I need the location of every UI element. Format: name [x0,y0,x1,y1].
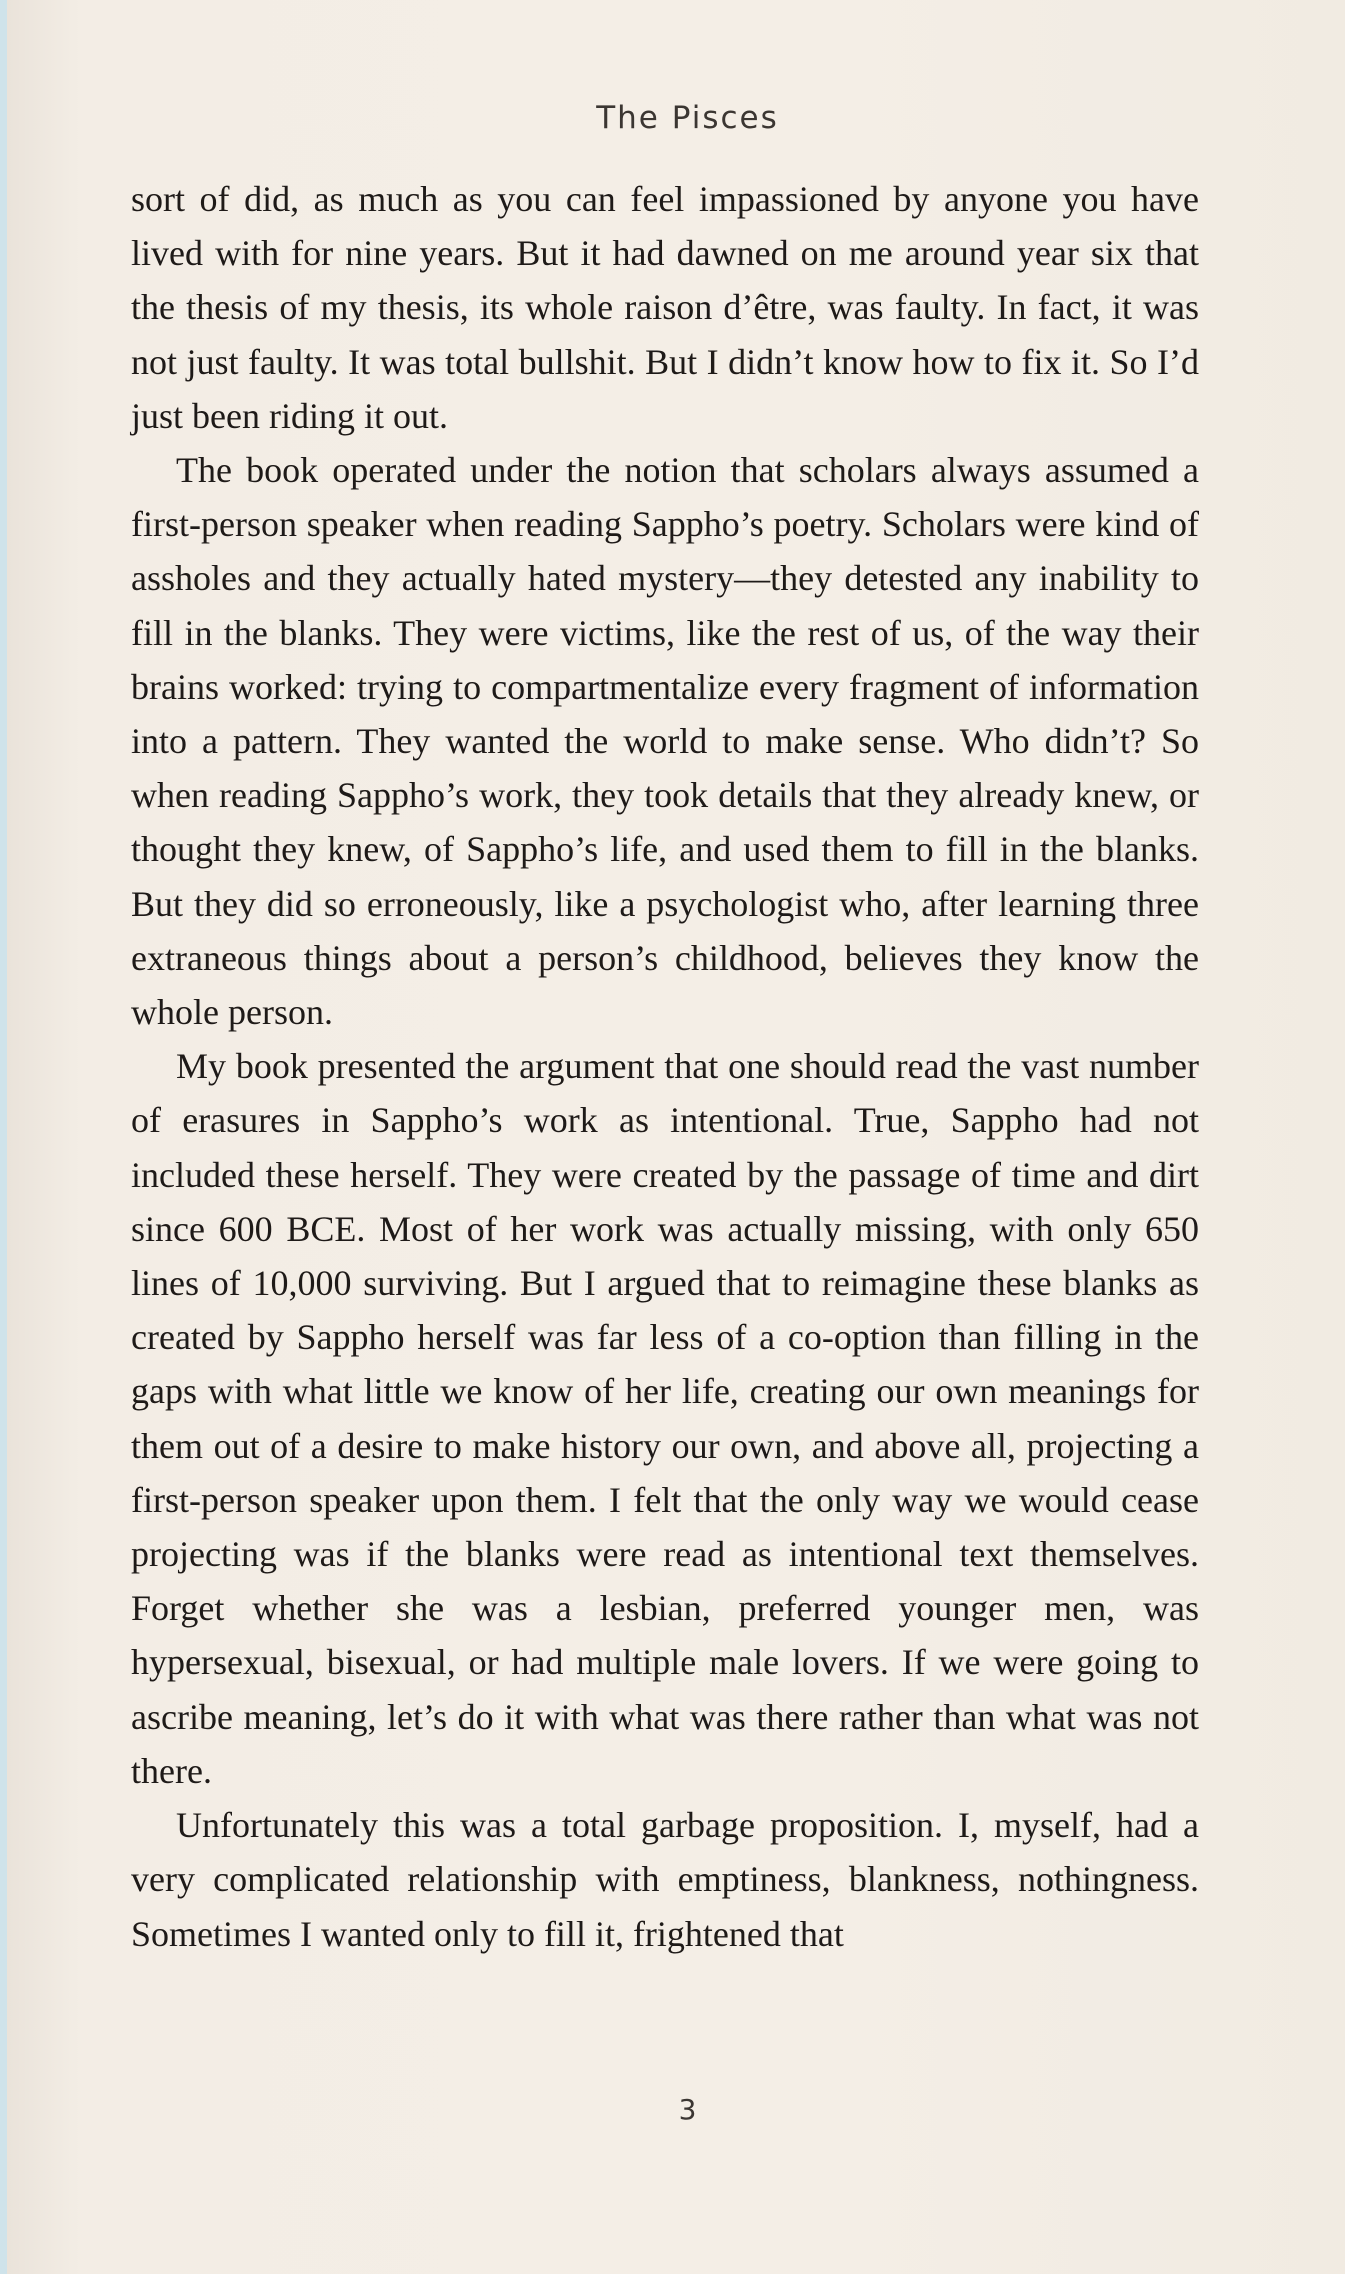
paragraph: My book presented the argument that one should read the vast number of erasures in Sappho’s work as intentional. True, Sappho had not included these herself. They were created by the passage of time and dirt since 600 BCE. Most of her work was actually missing, with only 650 lines of 10,000 surviving. But I argued that to reimagine these blanks as created by Sappho herself was far less of a co-option than filling in the gaps with what little we know of her life, creating our own meanings for them out of a desire to make history our own, and above all, projecting a first-person speaker upon them. I felt that the only way we would cease projecting was if the blanks were read as intentional text themselves. Forget whether she was a lesbian, preferred younger men, was hypersexual, bisexual, or had multiple male lovers. If we were going to ascribe meaning, let’s do it with what was there rather than what was not there. [131,1046,1199,1791]
paragraph: The book operated under the notion that scholars always assumed a first-person speaker when reading Sappho’s poetry. Scholars were kind of assholes and they actually hated mystery—they detested any inability to fill in the blanks. They were victims, like the rest of us, of the way their brains worked: trying to compartmentalize every fragment of information into a pattern. They wanted the world to make sense. Who didn’t? So when reading Sappho’s work, they took details that they already knew, or thought they knew, of Sappho’s life, and used them to fill in the blanks. But they did so erroneously, like a psychologist who, after learning three extraneous things about a person’s childhood, believes they know the whole person. [131,450,1199,1033]
paragraph: Unfortunately this was a total garbage proposition. I, myself, had a very complicated relationship with emptiness, blankness, nothingness. Sometimes I wanted only to fill it, frightened that [131,1805,1199,1954]
body-text [131,172,1199,1961]
paragraph: sort of did, as much as you can feel impassioned by anyone you have lived with for nine years. But it had dawned on me around year six that the thesis of my thesis, its whole raison d’être, was faulty. In fact, it was not just faulty. It was total bullshit. But I didn’t know how to fix it. So I’d just been riding it out. [131,179,1199,436]
page-edge [0,0,7,2274]
running-head: The Pisces [596,100,779,136]
page-number: 3 [678,2093,697,2126]
